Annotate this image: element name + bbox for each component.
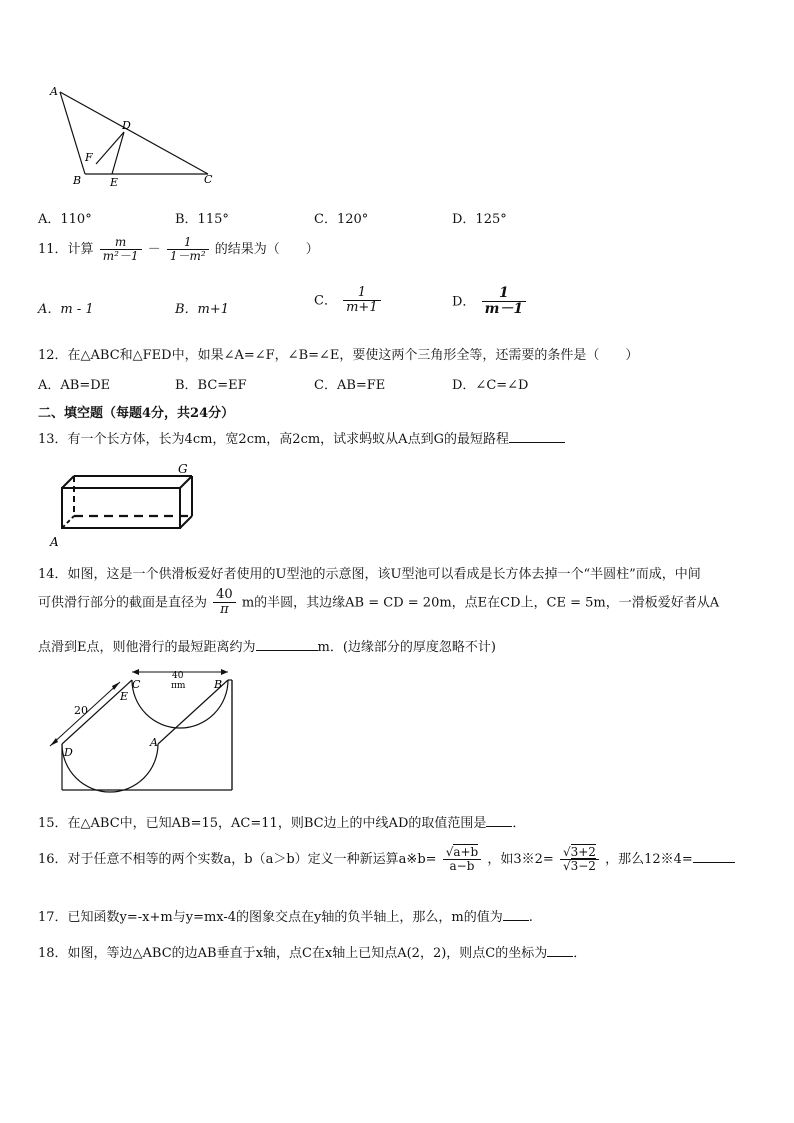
q10-option-d: D．125° bbox=[452, 212, 507, 227]
q15-text: 15．在△ABC中，已知AB=15，AC=11，则BC边上的中线AD的取值范围是 bbox=[38, 816, 487, 831]
q16-ex-den-text: 3−2 bbox=[570, 859, 596, 874]
q10-option-b: B．115° bbox=[175, 212, 229, 227]
q16-answer-blank bbox=[693, 861, 735, 863]
label-e: E bbox=[110, 176, 119, 189]
q14-line-2 bbox=[38, 588, 719, 618]
q11-f2-num: 1 bbox=[167, 236, 209, 250]
label-c: C bbox=[132, 678, 141, 691]
q15-answer-blank bbox=[486, 825, 512, 827]
q17-end: . bbox=[528, 910, 533, 925]
q11-suffix: 的结果为（ ） bbox=[214, 242, 319, 258]
q14-line3b: m．(边缘部分的厚度忽略不计) bbox=[317, 640, 496, 655]
q16-example-fraction bbox=[560, 846, 599, 873]
q14-answer-blank bbox=[256, 649, 318, 651]
label-len: 20 bbox=[74, 704, 88, 717]
q12-option-c: C．AB=FE bbox=[314, 378, 386, 393]
q16-ex-den: √3−2 bbox=[562, 859, 596, 874]
q11-option-d bbox=[452, 286, 528, 318]
q14-line-3 bbox=[38, 636, 496, 655]
q12-option-a: A．AB=DE bbox=[38, 378, 111, 393]
q11-prefix: 11．计算 bbox=[38, 242, 94, 258]
q16-prefix: 16．对于任意不相等的两个实数a，b（a＞b）定义一种新运算a※b= bbox=[38, 852, 437, 868]
q11-option-a: A．m - 1 bbox=[38, 302, 94, 317]
q11-fraction-2 bbox=[167, 236, 209, 263]
q15-end: ． bbox=[512, 816, 526, 831]
label-a: A bbox=[150, 736, 158, 749]
u-pool-figure-q14 bbox=[40, 666, 250, 806]
q13-answer-blank bbox=[509, 441, 565, 443]
q11-optd-num: 1 bbox=[482, 286, 527, 302]
q11-option-c bbox=[314, 286, 383, 316]
q11-optc-fraction bbox=[343, 286, 381, 316]
label-dia-unit: πm bbox=[171, 681, 186, 691]
q18-question bbox=[38, 942, 586, 961]
label-f: F bbox=[85, 151, 93, 164]
q11-f1-den: m²－1 bbox=[102, 249, 139, 264]
q16-def-den: a−b bbox=[449, 859, 475, 874]
q11-minus: － bbox=[147, 242, 161, 258]
q14-line-1: 14．如图，这是一个供滑板爱好者使用的U型池的示意图，该U型池可以看成是长方体去掉一个“半圆柱”而成，中间 bbox=[38, 567, 701, 582]
q11-optc-den: m+1 bbox=[346, 300, 378, 316]
q16-ex-num-text: 3+2 bbox=[570, 845, 596, 859]
q13-question bbox=[38, 428, 565, 447]
q16-definition-fraction bbox=[443, 846, 482, 873]
q11-question bbox=[38, 236, 319, 263]
q12-question: 12．在△ABC和△FED中，如果∠A=∠F，∠B=∠E，要使这两个三角形全等，还需要的条件是（ ） bbox=[38, 348, 639, 363]
q14-line3a: 点滑到E点，则他滑行的最短距离约为 bbox=[38, 640, 256, 655]
label-g: G bbox=[178, 462, 188, 476]
q11-f2-den: 1－m² bbox=[169, 249, 206, 264]
q10-option-a: A．110° bbox=[38, 212, 92, 227]
label-a: A bbox=[50, 85, 58, 98]
label-b: B bbox=[73, 174, 82, 187]
q13-text: 13．有一个长方体，长为4cm，宽2cm，高2cm，试求蚂蚁从A点到G的最短路程 bbox=[38, 432, 509, 447]
q11-f1-num: m bbox=[100, 236, 142, 250]
q16-def-num-text: a+b bbox=[453, 845, 479, 859]
q14-line2b: m的半圆，其边缘AB = CD = 20m，点E在CD上，CE = 5m，一滑板爱好者从A bbox=[241, 595, 720, 611]
q11-optd-fraction bbox=[482, 286, 527, 318]
cuboid-figure-q13 bbox=[40, 460, 200, 550]
q16-suffix: ，那么12※4= bbox=[605, 852, 693, 868]
q11-optd-label: D． bbox=[452, 294, 476, 310]
triangle-figure-q10 bbox=[40, 82, 230, 192]
q16-def-num: √a+b bbox=[443, 846, 482, 860]
q16-mid: ，如3※2= bbox=[487, 852, 554, 868]
label-dia: 40 bbox=[172, 671, 184, 681]
q11-option-b: B．m+1 bbox=[175, 302, 230, 317]
q14-fraction bbox=[213, 588, 236, 618]
q14-frac-num: 40 bbox=[213, 588, 236, 603]
q11-fraction-1 bbox=[100, 236, 142, 263]
q18-answer-blank bbox=[547, 955, 573, 957]
q10-option-c: C．120° bbox=[314, 212, 369, 227]
label-e: E bbox=[120, 690, 129, 703]
q14-line2a: 可供滑行部分的截面是直径为 bbox=[38, 595, 208, 611]
q11-optd-den: m－1 bbox=[484, 301, 524, 318]
q16-ex-num: √3+2 bbox=[560, 846, 599, 860]
q16-question bbox=[38, 846, 735, 873]
q11-optc-label: C． bbox=[314, 293, 337, 309]
q18-end: ． bbox=[573, 946, 587, 961]
q14-frac-den: π bbox=[220, 602, 229, 618]
q12-option-b: B．BC=EF bbox=[175, 378, 247, 393]
q15-question bbox=[38, 812, 525, 831]
q12-option-d: D．∠C=∠D bbox=[452, 378, 529, 393]
label-c: C bbox=[204, 173, 213, 186]
q17-answer-blank bbox=[503, 919, 529, 921]
q17-question bbox=[38, 906, 533, 925]
q11-optc-num: 1 bbox=[343, 286, 381, 301]
section-heading: 二、填空题（每题4分，共24分） bbox=[38, 406, 235, 421]
label-d: D bbox=[122, 119, 131, 132]
label-a: A bbox=[50, 535, 59, 549]
label-b: B bbox=[214, 678, 223, 691]
q18-text: 18．如图，等边△ABC的边AB垂直于x轴，点C在x轴上已知点A(2，2)，则点C的坐标为 bbox=[38, 946, 548, 961]
label-d: D bbox=[64, 746, 73, 759]
q17-text: 17．已知函数y=-x+m与y=mx-4的图象交点在y轴的负半轴上，那么，m的值为 bbox=[38, 910, 503, 925]
